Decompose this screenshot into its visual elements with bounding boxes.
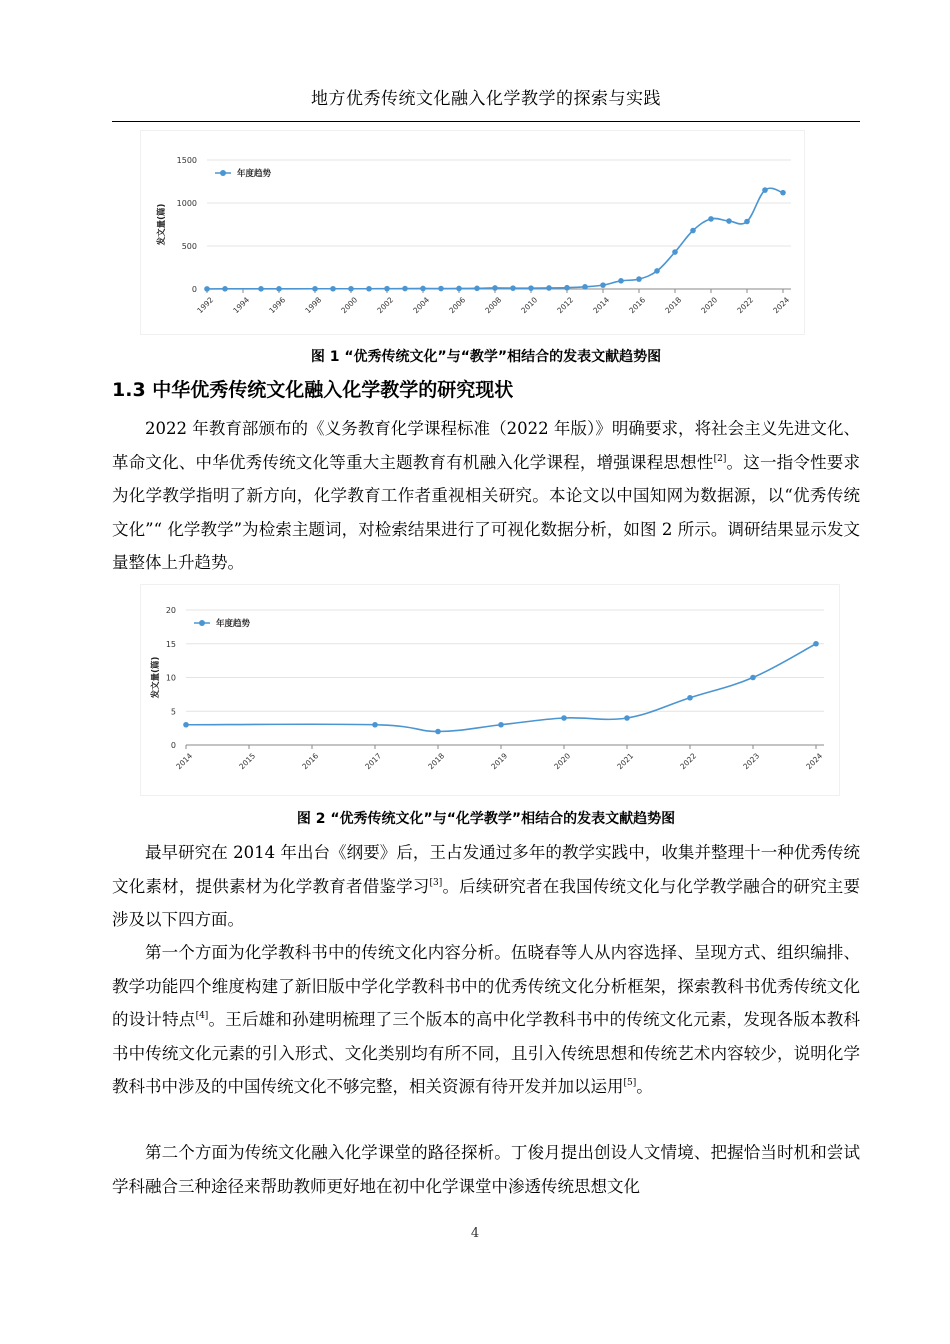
figure-2-data-point	[624, 715, 630, 721]
figure-1-data-point	[636, 276, 642, 282]
figure-2-legend-marker	[199, 620, 205, 626]
figure-2-ytick-label: 20	[165, 606, 176, 615]
paragraph-4-text-a: 第二个方面为传统文化融入化学课堂的路径探析。丁俊月提出创设人文情境、把握恰当时机和尝试学科融合三种途径来帮助教师更好地在初中化学课堂中渗透传统思想文化	[112, 1143, 860, 1196]
figure-2-xtick-label: 2020	[552, 751, 573, 772]
citation-2: [2]	[713, 453, 727, 464]
figure-1-xtick-label: 2002	[375, 295, 396, 316]
figure-1-data-point	[672, 249, 678, 255]
figure-1-xtick-label: 1998	[303, 295, 324, 316]
figure-2-data-point	[561, 715, 567, 721]
figure-2-svg	[140, 584, 840, 796]
figure-1-xtick-label: 2020	[699, 295, 720, 316]
figure-2-xtick-label: 2018	[426, 751, 447, 772]
figure-2-xtick-label: 2019	[489, 751, 510, 772]
running-header: 地方优秀传统文化融入化学教学的探索与实践	[311, 89, 661, 109]
citation-3: [3]	[429, 877, 443, 888]
figure-1-xtick-label: 2006	[447, 295, 468, 316]
figure-1-chart	[140, 130, 805, 335]
figure-1-data-point	[780, 190, 786, 196]
figure-1-xtick-label: 2022	[735, 295, 756, 316]
figure-1-caption: 图 1 “优秀传统文化”与“教学”相结合的发表文献趋势图	[310, 349, 662, 365]
figure-2-chart	[140, 584, 840, 796]
figure-1-data-point	[276, 286, 282, 292]
paragraph-2-text-b: 。后续研究者在我国传统文化与化学教学融合的研究主要涉及以下四方面。	[112, 876, 861, 929]
figure-2-ytick-label: 0	[170, 741, 176, 750]
figure-2-ytick-label: 15	[165, 639, 176, 649]
figure-1-data-point	[384, 286, 390, 292]
figure-2-xtick-label: 2014	[174, 751, 195, 772]
figure-1-data-point	[366, 286, 372, 292]
figure-2-data-point	[750, 675, 756, 681]
page-number: 4	[470, 1226, 480, 1241]
figure-1-data-point	[546, 285, 552, 291]
citation-5: [5]	[623, 1078, 637, 1088]
figure-1-ytick-label: 500	[181, 242, 197, 251]
figure-1-xtick-label: 2024	[771, 295, 792, 316]
figure-1-xtick-label: 2018	[663, 295, 684, 316]
figure-1-legend-label: 年度趋势	[237, 169, 272, 179]
figure-2-y-axis-label: 发文量(篇)	[151, 656, 161, 699]
figure-2-caption: 图 2 “优秀传统文化”与“化学教学”相结合的发表文献趋势图	[296, 811, 676, 827]
figure-2-data-point	[687, 695, 693, 701]
figure-1-ytick-label: 1000	[176, 199, 197, 208]
header-rule	[112, 121, 860, 122]
figure-1-data-point	[600, 282, 606, 288]
figure-1-xtick-label: 2000	[339, 295, 360, 316]
figure-1-data-point	[528, 285, 534, 291]
figure-2-data-point	[498, 722, 504, 728]
figure-1-xtick-label: 2010	[519, 295, 540, 316]
figure-2-data-point	[372, 722, 378, 728]
figure-2-legend-label: 年度趋势	[216, 619, 251, 629]
paragraph-3	[112, 936, 860, 1104]
paragraph-4	[112, 1136, 860, 1203]
paragraph-3-text-a: 第一个方面为化学教科书中的传统文化内容分析。伍晓春等人从内容选择、呈现方式、组织编排、教学功能四个维度构建了新旧版中学化学教科书中的优秀传统文化分析框架，探索教科书优秀传统文化的设计特点	[112, 943, 860, 1029]
figure-2-xtick-label: 2022	[678, 751, 699, 772]
figure-2-data-point	[813, 641, 819, 647]
figure-2-ytick-label: 5	[170, 707, 176, 717]
figure-1-data-point	[564, 285, 570, 291]
figure-1-data-point	[438, 286, 444, 292]
figure-2-xtick-label: 2016	[300, 751, 321, 772]
figure-1-svg	[140, 130, 805, 335]
paragraph-1-text-a: 2022 年教育部颁布的《义务教育化学课程标准（2022 年版）》明确要求，将社会主义先进文化、革命文化、中华优秀传统文化等重大主题教育有机融入化学课程，增强课程思想性	[112, 419, 860, 472]
figure-1-data-point	[492, 285, 498, 291]
figure-1-data-point	[474, 286, 480, 292]
figure-1-data-point	[420, 286, 426, 292]
figure-1-data-point	[312, 286, 318, 292]
figure-1-data-point	[456, 286, 462, 292]
figure-2-ytick-label: 10	[165, 673, 176, 683]
figure-1-data-point	[510, 285, 516, 291]
section-heading: 1.3 中华优秀传统文化融入化学教学的研究现状	[112, 379, 514, 401]
figure-2-xtick-label: 2015	[237, 751, 258, 772]
figure-1-data-point	[258, 286, 264, 292]
figure-1-data-point	[204, 286, 210, 292]
figure-2-xtick-label: 2023	[741, 751, 762, 772]
figure-2-xtick-label: 2021	[615, 751, 636, 772]
figure-1-data-point	[330, 286, 336, 292]
figure-1-data-point	[744, 219, 750, 225]
figure-1-data-point	[762, 187, 768, 193]
figure-1-data-point	[222, 286, 228, 292]
figure-1-data-point	[582, 284, 588, 290]
figure-2-xtick-label: 2024	[804, 751, 825, 772]
figure-1-xtick-label: 1994	[231, 295, 252, 316]
paragraph-1-text-b: 。这一指令性要求为化学教学指明了新方向，化学教育工作者重视相关研究。本论文以中国知网为数据源，以“优秀传统文化”“ 化学教学”为检索主题词，对检索结果进行了可视化数据分析，如图 2 所示。调研结果显示发文量整体上升趋势。	[112, 452, 861, 572]
figure-1-xtick-label: 1992	[195, 295, 216, 316]
figure-1-ytick-label: 1500	[176, 156, 197, 165]
paragraph-3-text-c: 。	[636, 1077, 653, 1096]
figure-1-data-point	[402, 286, 408, 292]
figure-1-xtick-label: 2016	[627, 295, 648, 316]
figure-1-ytick-label: 0	[191, 285, 197, 294]
figure-1-legend-marker	[220, 170, 226, 176]
figure-1-xtick-label: 1996	[267, 295, 288, 316]
figure-1-data-point	[708, 216, 714, 222]
paragraph-3-text-b: 。王后雄和孙建明梳理了三个版本的高中化学教科书中的传统文化元素，发现各版本教科书中传统文化元素的引入形式、文化类别均有所不同，且引入传统思想和传统艺术内容较少，说明化学教科书中涉及的中国传统文化不够完整，相关资源有待开发并加以运用	[112, 1010, 861, 1096]
figure-1-data-point	[618, 278, 624, 284]
citation-4: [4]	[195, 1011, 209, 1021]
figure-1-xtick-label: 2014	[591, 295, 612, 316]
figure-1-data-point	[348, 286, 354, 292]
figure-1-xtick-label: 2008	[483, 295, 504, 316]
figure-1-data-point	[690, 228, 696, 234]
figure-2-data-point	[435, 729, 441, 735]
figure-1-data-point	[654, 268, 660, 274]
figure-2-xtick-label: 2017	[363, 751, 384, 772]
paragraph-2	[112, 836, 860, 937]
paragraph-2-text-a: 最早研究在 2014 年出台《纲要》后，王占发通过多年的教学实践中，收集并整理十一种优秀传统文化素材，提供素材为化学教育者借鉴学习	[112, 843, 860, 896]
figure-1-data-point	[726, 218, 732, 224]
figure-1-y-axis-label: 发文量(篇)	[157, 203, 167, 246]
figure-2-data-point	[183, 722, 189, 728]
figure-1-xtick-label: 2004	[411, 295, 432, 316]
paragraph-1	[112, 412, 860, 580]
figure-1-xtick-label: 2012	[555, 295, 576, 316]
